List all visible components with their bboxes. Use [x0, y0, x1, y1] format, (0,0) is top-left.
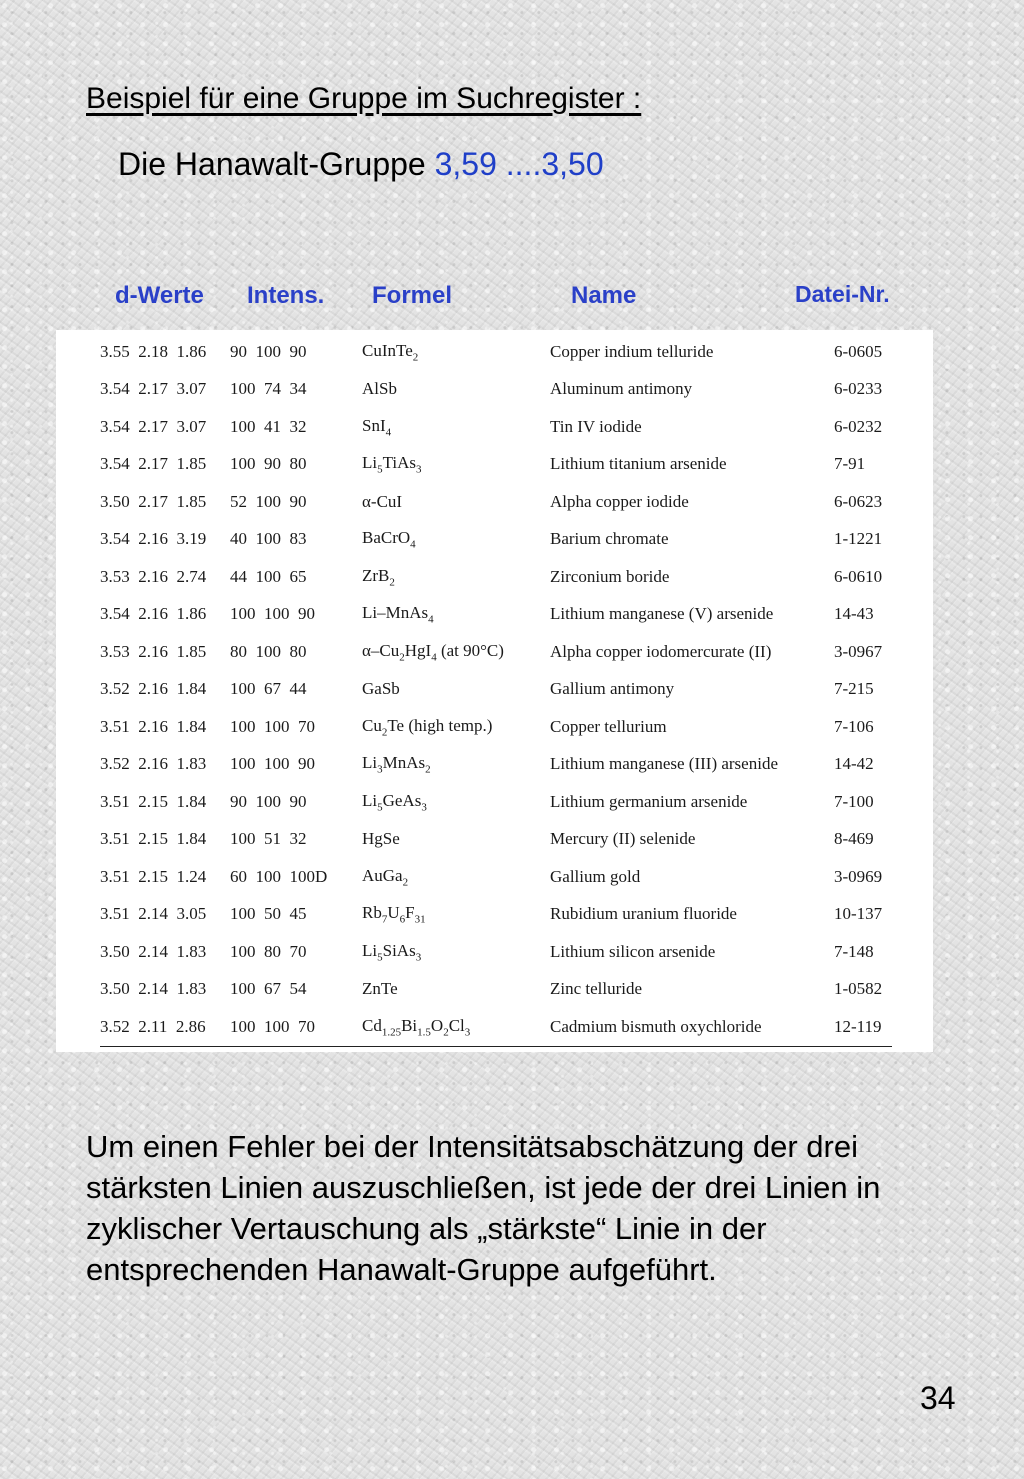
table-row — [100, 821, 892, 859]
cell-d-values: 3.54 2.17 3.07 — [100, 416, 207, 436]
cell-name: Copper indium telluride — [550, 341, 714, 361]
cell-file-number: 6-0605 — [834, 341, 883, 361]
cell-intensities: 100 41 32 — [230, 416, 307, 436]
cell-intensities: 100 67 54 — [230, 979, 307, 999]
cell-file-number: 6-0232 — [834, 416, 883, 436]
cell-file-number: 6-0610 — [834, 566, 883, 586]
cell-d-values: 3.53 2.16 1.85 — [100, 641, 207, 661]
cell-intensities: 100 100 70 — [230, 1016, 315, 1036]
cell-name: Lithium manganese (III) arsenide — [550, 754, 778, 774]
cell-name: Rubidium uranium fluoride — [550, 904, 737, 924]
cell-d-values: 3.53 2.16 2.74 — [100, 566, 207, 586]
cell-intensities: 60 100 100D — [230, 866, 328, 886]
cell-d-values: 3.52 2.16 1.84 — [100, 679, 207, 699]
cell-name: Lithium titanium arsenide — [550, 454, 727, 474]
cell-name: Alpha copper iodomercurate (II) — [550, 641, 772, 661]
cell-name: Barium chromate — [550, 529, 669, 549]
cell-file-number: 7-106 — [834, 716, 874, 736]
explanation-paragraph: Um einen Fehler bei der Intensitätsabschätzung der drei stärksten Linien auszuschließen, ist jede der drei Linien in zyklischer Vertauschung als „stärkste“ Linie in der entsprechenden Hanawalt-Gruppe aufgeführt. — [86, 1129, 881, 1287]
cell-name: Tin IV iodide — [550, 416, 642, 436]
cell-file-number: 8-469 — [834, 829, 874, 849]
cell-file-number: 7-100 — [834, 791, 874, 811]
cell-name: Lithium silicon arsenide — [550, 941, 716, 961]
table-row — [100, 858, 892, 896]
cell-formula: $Li_5TiAs_3$ — [362, 453, 422, 476]
cell-file-number: 14-43 — [834, 604, 874, 624]
cell-d-values: 3.55 2.18 1.86 — [100, 341, 207, 361]
column-header-file-number: Datei-Nr. — [795, 281, 890, 307]
cell-intensities: 100 67 44 — [230, 679, 307, 699]
cell-formula: α-CuI — [362, 491, 403, 511]
table-row — [100, 671, 892, 709]
hanawalt-range: 3,59 ....3,50 — [434, 146, 604, 182]
cell-name: Aluminum antimony — [550, 379, 693, 399]
table-row — [100, 971, 892, 1009]
cell-formula: ZnTe — [362, 979, 398, 999]
table-row — [100, 446, 892, 484]
cell-formula: $Li_5SiAs_3$ — [362, 940, 422, 963]
cell-intensities: 100 80 70 — [230, 941, 307, 961]
cell-name: Mercury (II) selenide — [550, 829, 696, 849]
search-register-excerpt — [56, 330, 933, 1052]
cell-formula: $Cu_2Te$ (high temp.) — [362, 715, 493, 738]
cell-d-values: 3.54 2.16 1.86 — [100, 604, 207, 624]
cell-d-values: 3.51 2.15 1.84 — [100, 791, 207, 811]
cell-name: Copper tellurium — [550, 716, 667, 736]
cell-intensities: 100 74 34 — [230, 379, 307, 399]
cell-file-number: 7-91 — [834, 454, 866, 474]
cell-file-number: 14-42 — [834, 754, 874, 774]
cell-formula: AuGa$_2$ — [362, 865, 409, 888]
cell-file-number: 7-215 — [834, 679, 874, 699]
column-header-intensities: Intens. — [247, 282, 325, 309]
cell-formula: $Cd_{1.25}Bi_{1.5}O_2Cl_3$ — [362, 1015, 471, 1038]
cell-d-values: 3.54 2.17 1.85 — [100, 454, 207, 474]
hanawalt-table-body — [100, 333, 892, 1046]
cell-file-number: 1-1221 — [834, 529, 883, 549]
table-row — [100, 933, 892, 971]
cell-file-number: 1-0582 — [834, 979, 883, 999]
page-number: 34 — [920, 1380, 956, 1416]
cell-formula: CuInTe$_2$ — [362, 340, 419, 363]
cell-formula: $Rb_7U_6F_{31}$ — [362, 903, 426, 926]
table-row — [100, 483, 892, 521]
cell-intensities: 80 100 80 — [230, 641, 307, 661]
column-header-formula: Formel — [372, 282, 453, 309]
cell-formula: $\alpha-Cu_2HgI_4$ (at 90°C) — [362, 640, 504, 663]
cell-formula: BaCrO$_4$ — [362, 528, 416, 551]
cell-intensities: 100 100 70 — [230, 716, 315, 736]
cell-d-values: 3.50 2.14 1.83 — [100, 979, 207, 999]
table-row — [100, 896, 892, 934]
cell-formula: ZrB$_2$ — [362, 565, 395, 588]
cell-d-values: 3.51 2.15 1.84 — [100, 829, 207, 849]
subheading-prefix: Die Hanawalt-Gruppe — [118, 146, 435, 182]
cell-d-values: 3.51 2.16 1.84 — [100, 716, 207, 736]
cell-intensities: 40 100 83 — [230, 529, 307, 549]
cell-formula: GaSb — [362, 679, 400, 699]
table-row — [100, 558, 892, 596]
column-header-name: Name — [571, 282, 637, 309]
table-row — [100, 371, 892, 409]
cell-name: Cadmium bismuth oxychloride — [550, 1016, 762, 1036]
cell-formula: HgSe — [362, 829, 400, 849]
cell-d-values: 3.54 2.16 3.19 — [100, 529, 207, 549]
cell-intensities: 44 100 65 — [230, 566, 307, 586]
cell-file-number: 6-0623 — [834, 491, 883, 511]
cell-d-values: 3.51 2.15 1.24 — [100, 866, 207, 886]
table-row — [100, 1008, 892, 1046]
cell-d-values: 3.52 2.16 1.83 — [100, 754, 207, 774]
group-subheading — [118, 146, 604, 183]
cell-d-values: 3.50 2.14 1.83 — [100, 941, 207, 961]
hanawalt-table — [100, 333, 892, 1047]
cell-d-values: 3.50 2.17 1.85 — [100, 491, 207, 511]
cell-file-number: 6-0233 — [834, 379, 883, 399]
table-row — [100, 596, 892, 634]
cell-formula: $Li_5GeAs_3$ — [362, 790, 427, 813]
cell-file-number: 7-148 — [834, 941, 874, 961]
cell-name: Gallium antimony — [550, 679, 675, 699]
cell-intensities: 100 100 90 — [230, 604, 315, 624]
cell-name: Lithium germanium arsenide — [550, 791, 748, 811]
cell-name: Lithium manganese (V) arsenide — [550, 604, 774, 624]
table-row — [100, 333, 892, 371]
cell-name: Zinc telluride — [550, 979, 643, 999]
cell-file-number: 3-0969 — [834, 866, 883, 886]
cell-file-number: 3-0967 — [834, 641, 883, 661]
cell-intensities: 100 90 80 — [230, 454, 307, 474]
cell-d-values: 3.52 2.11 2.86 — [100, 1016, 206, 1036]
table-row — [100, 521, 892, 559]
cell-intensities: 52 100 90 — [230, 491, 307, 511]
cell-name: Zirconium boride — [550, 566, 670, 586]
cell-intensities: 90 100 90 — [230, 791, 307, 811]
table-row — [100, 633, 892, 671]
cell-name: Alpha copper iodide — [550, 491, 689, 511]
cell-formula: Li–MnAs$_4$ — [362, 603, 434, 626]
cell-formula: $Li_3MnAs_2$ — [362, 753, 431, 776]
column-header-d-values: d-Werte — [115, 282, 204, 309]
page-heading: Beispiel für eine Gruppe im Suchregister : — [86, 82, 642, 115]
cell-formula: SnI$_4$ — [362, 415, 392, 438]
cell-file-number: 10-137 — [834, 904, 883, 924]
table-row — [100, 783, 892, 821]
table-row — [100, 408, 892, 446]
cell-intensities: 100 50 45 — [230, 904, 307, 924]
cell-intensities: 100 51 32 — [230, 829, 307, 849]
cell-d-values: 3.51 2.14 3.05 — [100, 904, 207, 924]
cell-file-number: 12-119 — [834, 1016, 882, 1036]
table-row — [100, 746, 892, 784]
cell-intensities: 90 100 90 — [230, 341, 307, 361]
cell-name: Gallium gold — [550, 866, 641, 886]
cell-d-values: 3.54 2.17 3.07 — [100, 379, 207, 399]
cell-formula: AlSb — [362, 379, 397, 399]
cell-intensities: 100 100 90 — [230, 754, 315, 774]
table-row — [100, 708, 892, 746]
